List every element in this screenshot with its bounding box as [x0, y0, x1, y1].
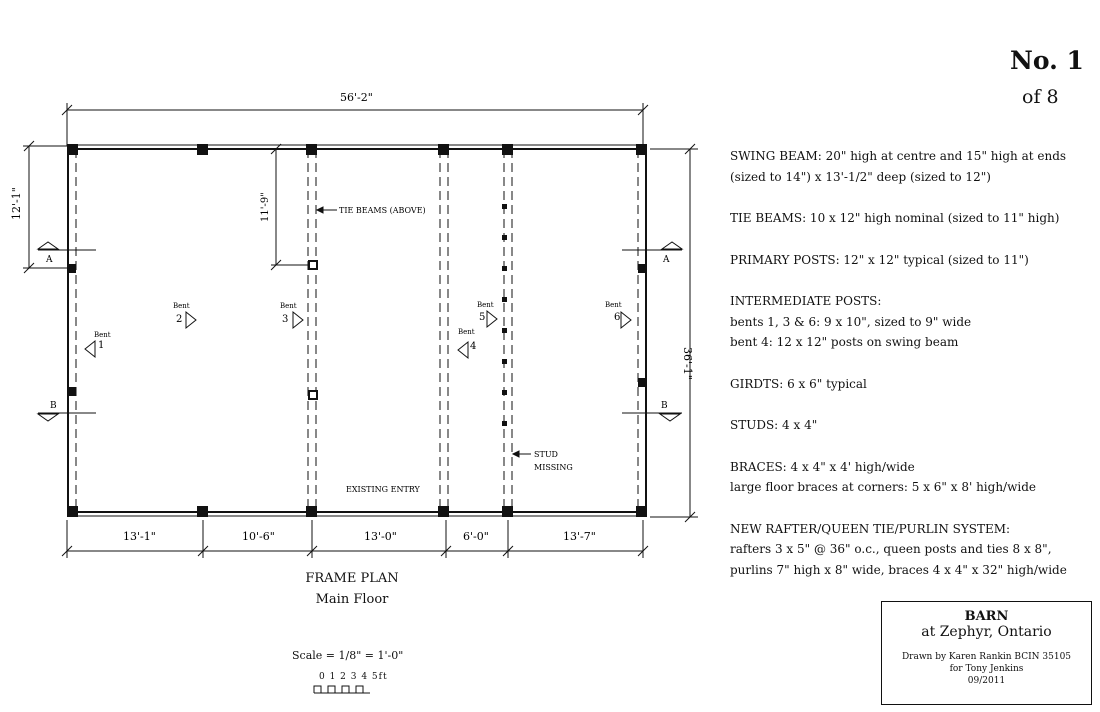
note-line: NEW RAFTER/QUEEN TIE/PURLIN SYSTEM: [730, 521, 1011, 536]
note-line: (sized to 14") x 13'-1/2" deep (sized to 12") [730, 169, 991, 184]
note-tie-beams [730, 208, 1080, 229]
note-line: STUDS: 4 x 4" [730, 418, 818, 432]
bay-5-dimension: 13'-7" [563, 530, 596, 543]
title-block-drawn-by: Drawn by Karen Rankin BCIN 35105 [901, 652, 1072, 662]
bay-4-dimension: 6'-0" [463, 530, 489, 543]
section-b-left-label: B [50, 401, 57, 411]
bent-4-number: 4 [470, 341, 477, 352]
bent-marker-1 [85, 331, 111, 357]
section-a-left-label: A [46, 255, 53, 265]
overall-depth-label: 36'-1" [681, 347, 694, 380]
title-block-date: 09/2011 [967, 676, 1006, 686]
overall-depth-dimension [650, 144, 698, 522]
bay-2-dimension: 10'-6" [242, 530, 275, 543]
plan-title [262, 568, 442, 610]
note-line: INTERMEDIATE POSTS: [730, 294, 882, 308]
plan-title-line-1: FRAME PLAN [305, 571, 399, 586]
plan-title-line-2: Main Floor [315, 592, 389, 607]
overall-width-label: 56'-2" [340, 91, 373, 104]
bent-3-number: 3 [282, 314, 289, 325]
note-line: PRIMARY POSTS: 12" x 12" typical (sized to 11") [730, 252, 1029, 267]
title-block [881, 601, 1092, 705]
section-a-right-label: A [663, 255, 670, 265]
bent3-offset-dimension [271, 144, 312, 270]
bent-2-word: Bent [173, 302, 190, 310]
note-line: TIE BEAMS: 10 x 12" high nominal (sized to 11" high) [730, 211, 1060, 225]
overall-width-dimension [62, 103, 648, 146]
note-line: bents 1, 3 & 6: 9 x 10", sized to 9" wide [730, 314, 972, 329]
studs-bent-5 [502, 204, 507, 426]
note-line: SWING BEAM: 20" high at centre and 15" high at ends [730, 149, 1067, 163]
bent-lines [68, 149, 646, 512]
bent3-offset-label: 11'-9" [260, 192, 271, 222]
title-block-client: for Tony Jenkins [949, 664, 1024, 674]
bent-2-number: 2 [176, 314, 183, 325]
scale-text: Scale = 1/8" = 1'-0" [292, 649, 404, 662]
bent-3-word: Bent [280, 302, 297, 310]
left-top-dimension [23, 141, 72, 273]
sheet-total: of 8 [1022, 86, 1059, 108]
title-block-location: at Zephyr, Ontario [921, 624, 1052, 640]
note-braces [730, 457, 1080, 498]
note-line: large floor braces at corners: 5 x 6" x 8' high/wide [730, 480, 1036, 494]
left-top-dimension-label: 12'-1" [10, 187, 23, 220]
scale-bar [314, 686, 370, 693]
tie-beams-leader [317, 207, 337, 213]
note-studs [730, 415, 1080, 436]
bent-5-word: Bent [477, 301, 494, 309]
bent-marker-5 [477, 301, 497, 327]
section-b-right-label: B [661, 401, 668, 411]
bent-5-number: 5 [479, 312, 486, 323]
stud-missing-annotation-2: MISSING [534, 463, 573, 472]
stud-missing-leader [513, 451, 531, 457]
bent-6-word: Bent [605, 301, 622, 309]
section-marker-a-right [622, 242, 682, 250]
specification-notes [730, 146, 1080, 601]
bent-4-word: Bent [458, 328, 475, 336]
note-girdts [730, 374, 1080, 395]
bent-marker-6 [605, 301, 631, 328]
bent-marker-4 [458, 328, 476, 358]
tie-beams-annotation: TIE BEAMS (ABOVE) [339, 206, 426, 215]
note-line: rafters 3 x 5" @ 36" o.c., queen posts and ties 8 x 8", [730, 542, 1052, 556]
note-line: BRACES: 4 x 4" x 4' high/wide [730, 459, 915, 474]
bent-6-number: 6 [614, 312, 621, 323]
bent-1-word: Bent [94, 331, 111, 339]
note-rafter-system [730, 519, 1080, 581]
note-primary-posts [730, 250, 1080, 271]
note-line: purlins 7" high x 8" wide, braces 4 x 4" x 32" high/wide [730, 562, 1067, 577]
bent-1-number: 1 [98, 340, 105, 351]
title-block-name: BARN [964, 609, 1009, 624]
note-line: bent 4: 12 x 12" posts on swing beam [730, 335, 959, 349]
primary-posts [67, 144, 647, 517]
section-marker-b-right [622, 413, 682, 421]
bent-marker-3 [280, 302, 303, 328]
intermediate-posts [67, 264, 647, 396]
sheet-number: No. 1 [1010, 46, 1084, 75]
note-swing-beam [730, 146, 1080, 187]
note-line: GIRDTS: 6 x 6" typical [730, 376, 867, 391]
existing-entry-annotation: EXISTING ENTRY [346, 485, 420, 494]
stud-missing-annotation-1: STUD [534, 450, 558, 459]
bay-1-dimension: 13'-1" [123, 530, 156, 543]
scale-bar-numbers: 0 1 2 3 4 5ft [319, 672, 388, 682]
bay-3-dimension: 13'-0" [364, 530, 397, 543]
bent-marker-2 [173, 302, 196, 328]
note-intermediate-posts [730, 291, 1080, 353]
